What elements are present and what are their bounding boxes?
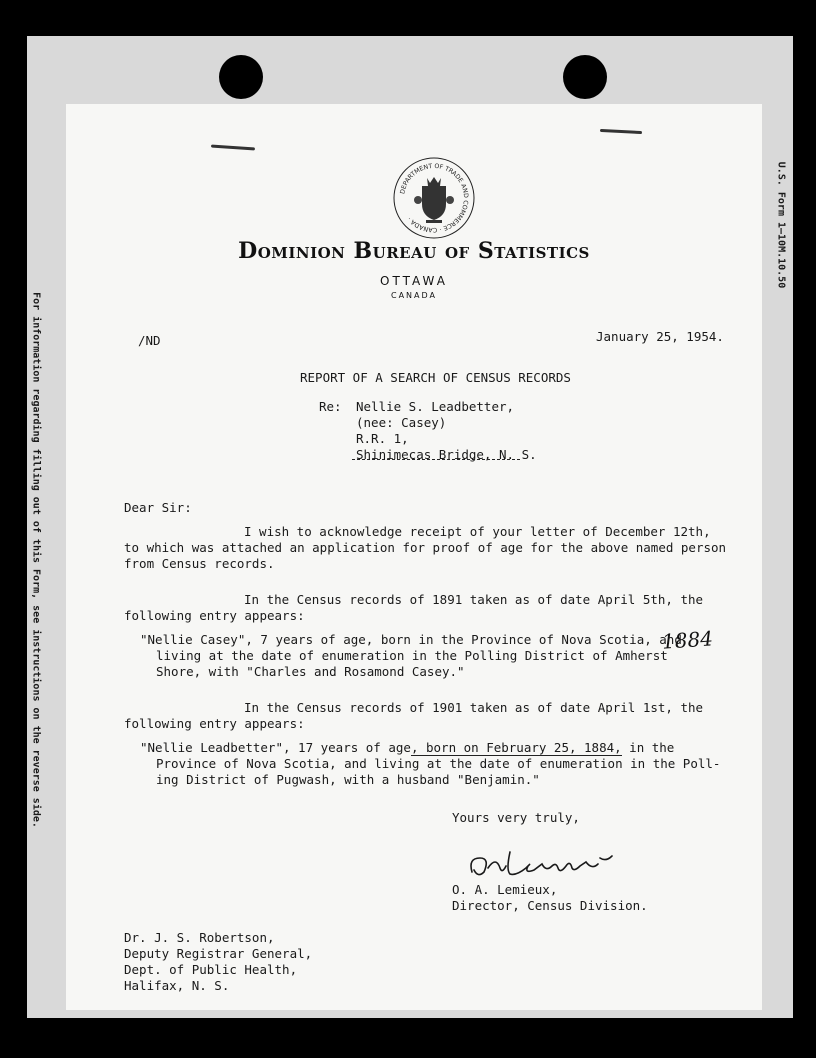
handwritten-year-note: 1884 bbox=[661, 626, 714, 654]
addressee-line: Dr. J. S. Robertson, bbox=[124, 930, 275, 945]
addressee-line: Deputy Registrar General, bbox=[124, 946, 313, 961]
letter-date: January 25, 1954. bbox=[596, 329, 724, 344]
signer-title: Director, Census Division. bbox=[452, 898, 648, 913]
signer-name: O. A. Lemieux, bbox=[452, 882, 558, 897]
q2-line: ing District of Pugwash, with a husband "Benjamin." bbox=[156, 772, 540, 787]
addressee-line: Halifax, N. S. bbox=[124, 978, 230, 993]
letter-sheet bbox=[66, 104, 762, 1010]
closing: Yours very truly, bbox=[452, 810, 580, 825]
binder-hole-left bbox=[219, 55, 263, 99]
reference-code: /ND bbox=[138, 333, 161, 348]
q1-line: Shore, with "Charles and Rosamond Casey." bbox=[156, 664, 465, 679]
signature-icon bbox=[466, 844, 616, 884]
p1-line: to which was attached an application for proof of age for the above named person bbox=[124, 540, 727, 555]
svg-text:DEPARTMENT OF TRADE AND COMMER: DEPARTMENT OF TRADE AND COMMERCE · CANADA · bbox=[399, 162, 470, 234]
re-block bbox=[356, 399, 537, 463]
re-divider bbox=[352, 459, 520, 460]
re-route: R.R. 1, bbox=[356, 431, 409, 446]
paragraph-acknowledge bbox=[124, 524, 726, 572]
quote-1891-entry bbox=[140, 632, 682, 680]
p2-line: In the Census records of 1891 taken as of date April 5th, the bbox=[244, 592, 704, 607]
q2-line-first bbox=[140, 740, 720, 756]
re-name: Nellie S. Leadbetter, bbox=[356, 399, 515, 414]
staple-mark-right bbox=[600, 129, 642, 134]
birth-date-underlined: , born on February 25, 1884, bbox=[410, 740, 622, 755]
re-place: Shinimecas Bridge, N. S. bbox=[356, 447, 537, 462]
q1-line: living at the date of enumeration in the Polling District of Amherst bbox=[156, 648, 668, 663]
q1-line: "Nellie Casey", 7 years of age, born in the Province of Nova Scotia, and bbox=[140, 632, 682, 647]
staple-mark-left bbox=[211, 144, 255, 150]
department-seal-icon bbox=[392, 156, 476, 240]
addressee-block bbox=[124, 930, 312, 994]
report-title: REPORT OF A SEARCH OF CENSUS RECORDS bbox=[300, 370, 571, 385]
letterhead-title: Dominion Bureau of Statistics bbox=[238, 238, 590, 264]
letterhead-country: CANADA bbox=[390, 291, 437, 300]
quote-1901-entry bbox=[140, 740, 720, 788]
letterhead-city: OTTAWA bbox=[380, 274, 448, 288]
signer-block bbox=[452, 882, 648, 914]
q2-part-a: "Nellie Leadbetter", 17 years of age bbox=[140, 740, 411, 755]
form-number-text: U.S. Form 1—10M.10.50 bbox=[775, 161, 787, 289]
q2-part-c: in the bbox=[621, 740, 675, 755]
addressee-line: Dept. of Public Health, bbox=[124, 962, 298, 977]
p3-line: In the Census records of 1901 taken as of date April 1st, the bbox=[244, 700, 704, 715]
p1-line: from Census records. bbox=[124, 556, 275, 571]
binder-hole-right bbox=[563, 55, 607, 99]
p3-line: following entry appears: bbox=[124, 716, 305, 731]
p2-line: following entry appears: bbox=[124, 608, 305, 623]
q2-line: Province of Nova Scotia, and living at the date of enumeration in the Poll- bbox=[156, 756, 721, 771]
re-label: Re: bbox=[319, 399, 342, 414]
paragraph-1901-intro bbox=[124, 700, 703, 732]
salutation: Dear Sir: bbox=[124, 500, 192, 515]
re-nee: (nee: Casey) bbox=[356, 415, 447, 430]
side-note-left-text: For information regarding filling out of this Form, see instructions on the reverse side. bbox=[30, 292, 42, 828]
p1-line: I wish to acknowledge receipt of your letter of December 12th, bbox=[244, 524, 711, 539]
paragraph-1891-intro bbox=[124, 592, 703, 624]
